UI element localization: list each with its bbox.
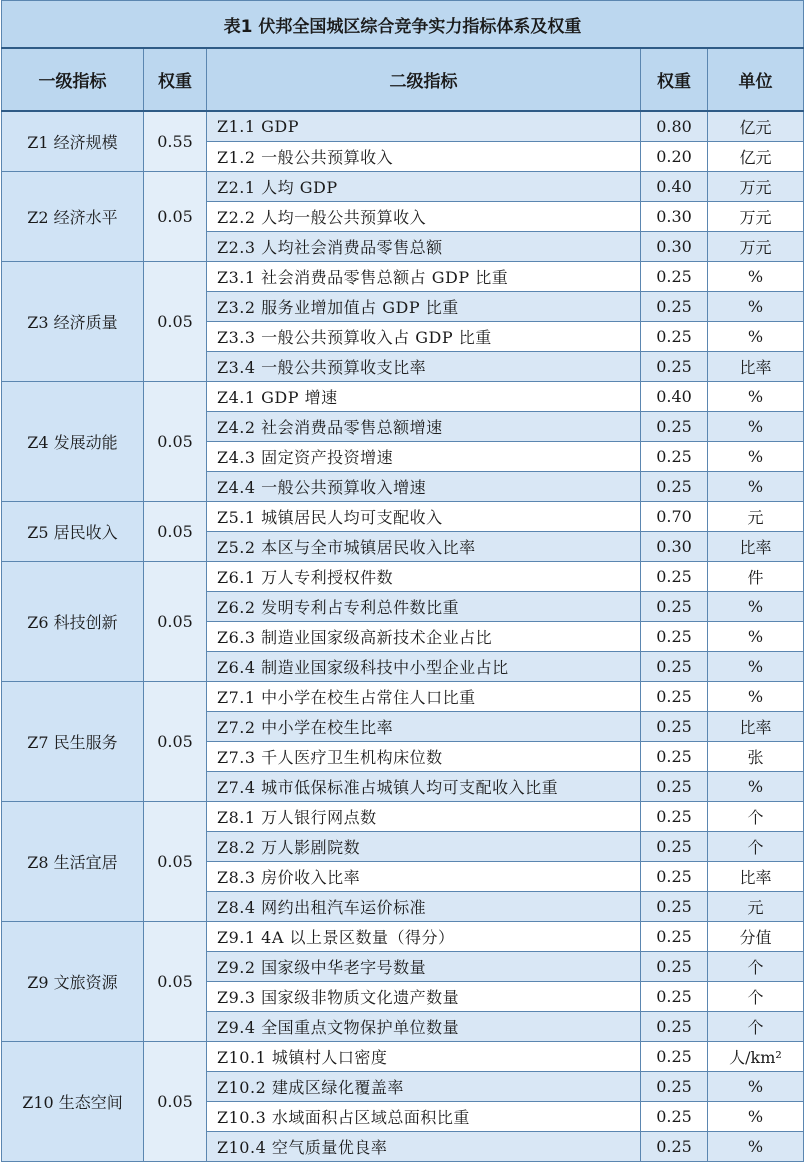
- level2-indicator: Z7.3 千人医疗卫生机构床位数: [207, 742, 641, 772]
- unit-cell: %: [708, 1102, 804, 1132]
- level2-indicator: Z1.2 一般公共预算收入: [207, 142, 641, 172]
- unit-cell: 比率: [708, 532, 804, 562]
- unit-cell: 比率: [708, 862, 804, 892]
- level2-weight: 0.25: [641, 1042, 708, 1072]
- level2-weight: 0.25: [641, 922, 708, 952]
- unit-cell: 个: [708, 802, 804, 832]
- level2-indicator: Z9.2 国家级中华老字号数量: [207, 952, 641, 982]
- table-title: 表1 伏邦全国城区综合竞争实力指标体系及权重: [2, 1, 804, 49]
- unit-cell: 人/km²: [708, 1042, 804, 1072]
- unit-cell: %: [708, 412, 804, 442]
- level2-indicator: Z1.1 GDP: [207, 111, 641, 142]
- level2-weight: 0.25: [641, 1072, 708, 1102]
- level1-indicator: Z8 生活宜居: [2, 802, 144, 922]
- unit-cell: 元: [708, 892, 804, 922]
- level2-weight: 0.25: [641, 742, 708, 772]
- level2-indicator: Z6.3 制造业国家级高新技术企业占比: [207, 622, 641, 652]
- level2-weight: 0.25: [641, 712, 708, 742]
- unit-cell: %: [708, 1132, 804, 1162]
- level2-weight: 0.25: [641, 352, 708, 382]
- table-row: [2, 682, 804, 712]
- level2-indicator: Z7.1 中小学在校生占常住人口比重: [207, 682, 641, 712]
- unit-cell: %: [708, 592, 804, 622]
- unit-cell: %: [708, 1072, 804, 1102]
- unit-cell: 万元: [708, 232, 804, 262]
- level1-indicator: Z9 文旅资源: [2, 922, 144, 1042]
- table-row: [2, 802, 804, 832]
- level2-indicator: Z6.2 发明专利占专利总件数比重: [207, 592, 641, 622]
- level2-weight: 0.25: [641, 622, 708, 652]
- indicator-table: [1, 0, 804, 1162]
- unit-cell: 个: [708, 832, 804, 862]
- level2-weight: 0.30: [641, 202, 708, 232]
- unit-cell: %: [708, 382, 804, 412]
- level1-indicator: Z4 发展动能: [2, 382, 144, 502]
- level2-weight: 0.25: [641, 472, 708, 502]
- level2-weight: 0.25: [641, 262, 708, 292]
- level2-indicator: Z3.3 一般公共预算收入占 GDP 比重: [207, 322, 641, 352]
- level2-indicator: Z9.3 国家级非物质文化遗产数量: [207, 982, 641, 1012]
- table-row: [2, 382, 804, 412]
- level2-indicator: Z7.2 中小学在校生比率: [207, 712, 641, 742]
- level2-indicator: Z8.1 万人银行网点数: [207, 802, 641, 832]
- level2-indicator: Z3.2 服务业增加值占 GDP 比重: [207, 292, 641, 322]
- unit-cell: 个: [708, 952, 804, 982]
- table-row: [2, 1042, 804, 1072]
- level1-weight: 0.05: [144, 922, 207, 1042]
- table-row: [2, 111, 804, 142]
- level2-indicator: Z8.3 房价收入比率: [207, 862, 641, 892]
- level1-weight: 0.05: [144, 1042, 207, 1162]
- level2-weight: 0.25: [641, 772, 708, 802]
- header-row: [2, 48, 804, 111]
- level2-weight: 0.25: [641, 322, 708, 352]
- level1-weight: 0.05: [144, 802, 207, 922]
- unit-cell: %: [708, 292, 804, 322]
- level2-weight: 0.30: [641, 232, 708, 262]
- unit-cell: %: [708, 772, 804, 802]
- level2-indicator: Z2.1 人均 GDP: [207, 172, 641, 202]
- level2-indicator: Z6.1 万人专利授权件数: [207, 562, 641, 592]
- level2-indicator: Z4.4 一般公共预算收入增速: [207, 472, 641, 502]
- level1-weight: 0.05: [144, 172, 207, 262]
- level2-weight: 0.25: [641, 562, 708, 592]
- level2-weight: 0.25: [641, 1132, 708, 1162]
- table-body: [2, 111, 804, 1162]
- level2-indicator: Z4.3 固定资产投资增速: [207, 442, 641, 472]
- level2-weight: 0.25: [641, 832, 708, 862]
- level1-indicator: Z10 生态空间: [2, 1042, 144, 1162]
- level2-weight: 0.40: [641, 172, 708, 202]
- table-row: [2, 922, 804, 952]
- table-row: [2, 502, 804, 532]
- level2-weight: 0.25: [641, 592, 708, 622]
- unit-cell: 分值: [708, 922, 804, 952]
- header-level2: 二级指标: [207, 48, 641, 111]
- level1-weight: 0.05: [144, 382, 207, 502]
- unit-cell: %: [708, 682, 804, 712]
- level2-indicator: Z7.4 城市低保标准占城镇人均可支配收入比重: [207, 772, 641, 802]
- level1-indicator: Z7 民生服务: [2, 682, 144, 802]
- level2-indicator: Z9.4 全国重点文物保护单位数量: [207, 1012, 641, 1042]
- level2-weight: 0.70: [641, 502, 708, 532]
- level1-weight: 0.05: [144, 562, 207, 682]
- unit-cell: 亿元: [708, 142, 804, 172]
- level2-weight: 0.20: [641, 142, 708, 172]
- unit-cell: 亿元: [708, 111, 804, 142]
- level2-weight: 0.25: [641, 412, 708, 442]
- level2-indicator: Z2.2 人均一般公共预算收入: [207, 202, 641, 232]
- level2-weight: 0.25: [641, 1102, 708, 1132]
- level1-indicator: Z3 经济质量: [2, 262, 144, 382]
- unit-cell: 个: [708, 1012, 804, 1042]
- level2-indicator: Z3.4 一般公共预算收支比率: [207, 352, 641, 382]
- level2-indicator: Z2.3 人均社会消费品零售总额: [207, 232, 641, 262]
- unit-cell: 万元: [708, 172, 804, 202]
- level2-weight: 0.25: [641, 442, 708, 472]
- level2-weight: 0.25: [641, 892, 708, 922]
- unit-cell: %: [708, 472, 804, 502]
- level2-weight: 0.40: [641, 382, 708, 412]
- level1-weight: 0.05: [144, 502, 207, 562]
- unit-cell: 个: [708, 982, 804, 1012]
- unit-cell: %: [708, 262, 804, 292]
- level2-indicator: Z3.1 社会消费品零售总额占 GDP 比重: [207, 262, 641, 292]
- level1-weight: 0.05: [144, 682, 207, 802]
- level2-indicator: Z8.2 万人影剧院数: [207, 832, 641, 862]
- level2-weight: 0.25: [641, 292, 708, 322]
- level1-weight: 0.05: [144, 262, 207, 382]
- level2-weight: 0.25: [641, 862, 708, 892]
- unit-cell: 件: [708, 562, 804, 592]
- unit-cell: %: [708, 442, 804, 472]
- level2-weight: 0.25: [641, 652, 708, 682]
- level2-weight: 0.25: [641, 1012, 708, 1042]
- unit-cell: 万元: [708, 202, 804, 232]
- unit-cell: 比率: [708, 352, 804, 382]
- level2-indicator: Z9.1 4A 以上景区数量（得分）: [207, 922, 641, 952]
- level1-weight: 0.55: [144, 111, 207, 172]
- level2-weight: 0.80: [641, 111, 708, 142]
- level2-weight: 0.25: [641, 982, 708, 1012]
- unit-cell: %: [708, 322, 804, 352]
- level2-indicator: Z4.2 社会消费品零售总额增速: [207, 412, 641, 442]
- level2-indicator: Z10.3 水域面积占区域总面积比重: [207, 1102, 641, 1132]
- level1-indicator: Z6 科技创新: [2, 562, 144, 682]
- level2-indicator: Z4.1 GDP 增速: [207, 382, 641, 412]
- level2-indicator: Z10.1 城镇村人口密度: [207, 1042, 641, 1072]
- table-row: [2, 172, 804, 202]
- level2-indicator: Z6.4 制造业国家级科技中小型企业占比: [207, 652, 641, 682]
- header-level1: 一级指标: [2, 48, 144, 111]
- header-unit: 单位: [708, 48, 804, 111]
- unit-cell: 比率: [708, 712, 804, 742]
- level2-weight: 0.25: [641, 802, 708, 832]
- level2-indicator: Z10.2 建成区绿化覆盖率: [207, 1072, 641, 1102]
- header-weight1: 权重: [144, 48, 207, 111]
- level2-indicator: Z10.4 空气质量优良率: [207, 1132, 641, 1162]
- header-weight2: 权重: [641, 48, 708, 111]
- level1-indicator: Z2 经济水平: [2, 172, 144, 262]
- table-row: [2, 262, 804, 292]
- level1-indicator: Z5 居民收入: [2, 502, 144, 562]
- level2-weight: 0.25: [641, 952, 708, 982]
- level2-indicator: Z8.4 网约出租汽车运价标准: [207, 892, 641, 922]
- level2-indicator: Z5.2 本区与全市城镇居民收入比率: [207, 532, 641, 562]
- level1-indicator: Z1 经济规模: [2, 111, 144, 172]
- unit-cell: %: [708, 622, 804, 652]
- table-row: [2, 562, 804, 592]
- unit-cell: 张: [708, 742, 804, 772]
- level2-weight: 0.25: [641, 682, 708, 712]
- unit-cell: %: [708, 652, 804, 682]
- level2-weight: 0.30: [641, 532, 708, 562]
- level2-indicator: Z5.1 城镇居民人均可支配收入: [207, 502, 641, 532]
- unit-cell: 元: [708, 502, 804, 532]
